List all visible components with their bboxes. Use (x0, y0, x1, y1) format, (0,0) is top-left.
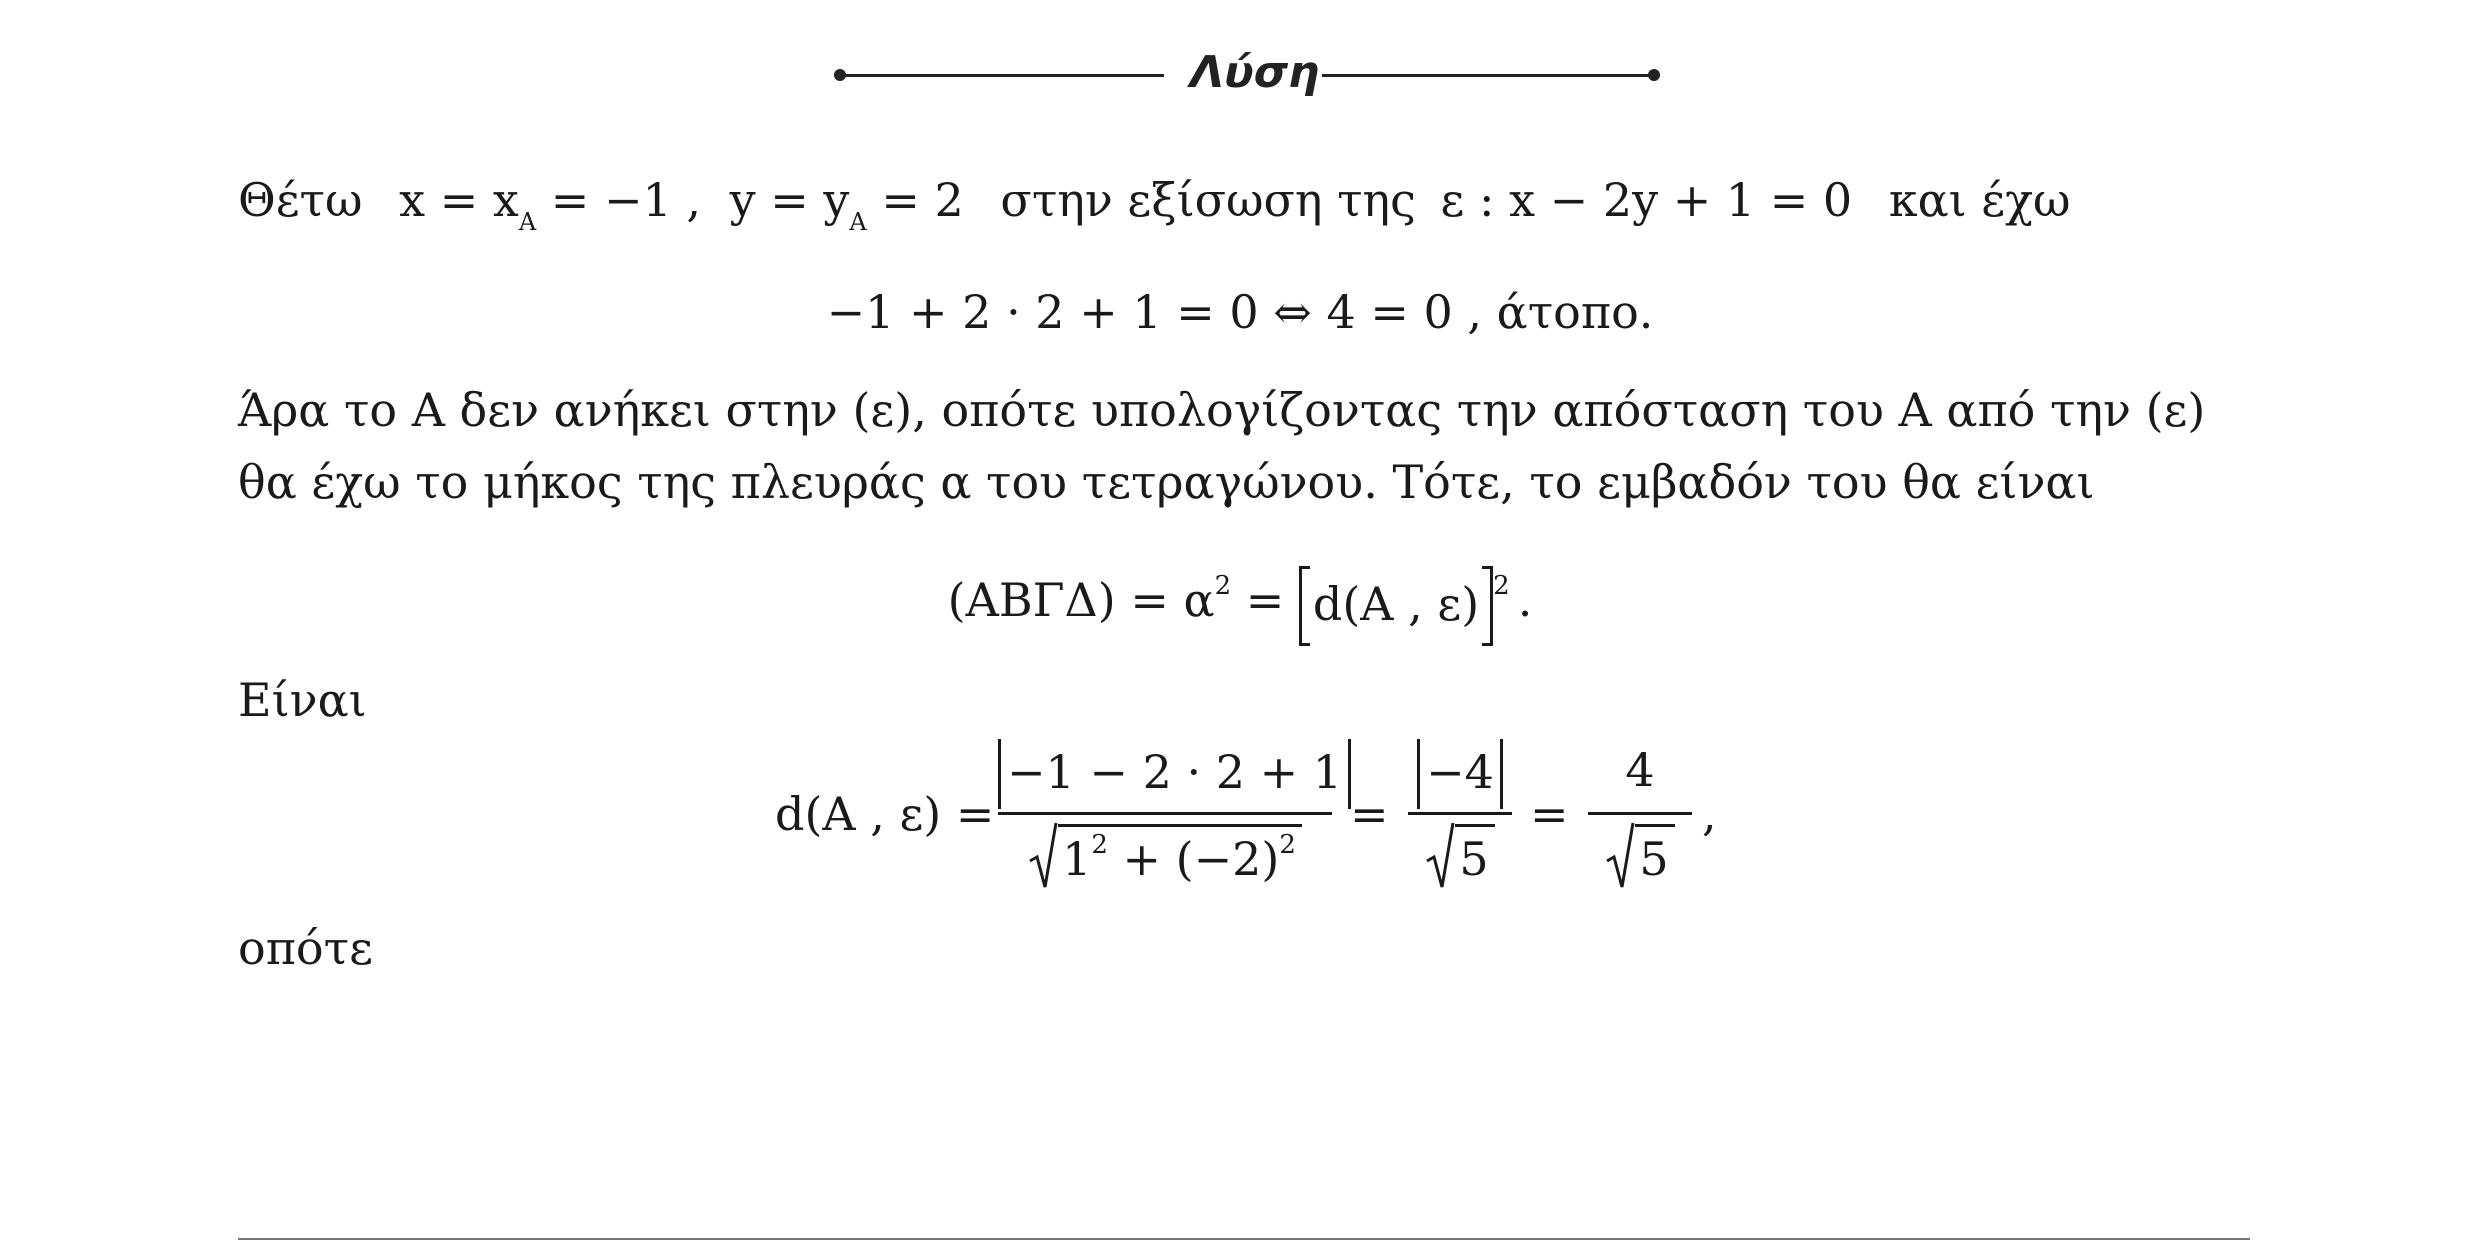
einai-text: Είναι (238, 673, 367, 727)
paragraph-2-line-1: Άρα το A δεν ανήκει στην (ε), οπότε υπολογίζοντας την απόσταση του A από την (ε) (238, 383, 2206, 437)
footer-rule (238, 1238, 2250, 1240)
end-text: και έχω (1888, 173, 2071, 227)
header-left-rule (842, 74, 1164, 77)
fraction-3-denominator: 5 (1588, 815, 1692, 895)
x-equation: $x = x_A = -1$ , (399, 173, 701, 236)
fraction-3-numerator: 4 (1625, 743, 1655, 797)
middle-text: στην εξίσωση της (1000, 173, 1416, 227)
area-lhs: (ΑΒΓΔ) = α (947, 573, 1215, 627)
paragraph-2-line-2: θα έχω το μήκος της πλευράς α του τετραγώνου. Τότε, το εμβαδόν του θα είναι (238, 455, 2095, 509)
fraction-1-numerator: −1 − 2 · 2 + 1 (998, 728, 1332, 812)
fraction-1-denominator: $1^2 + (-2)^2$ (998, 815, 1332, 895)
fraction-2-numerator: −4 (1408, 728, 1512, 812)
fraction-2-denominator: 5 (1408, 815, 1512, 895)
opote-text: οπότε (238, 921, 373, 975)
fraction-1 (998, 728, 1343, 895)
section-header (834, 38, 1660, 108)
header-right-rule (1322, 74, 1652, 77)
header-right-dot (1648, 69, 1660, 81)
trailing-comma: , (1702, 787, 1717, 841)
distance-lhs: d(A , ε) = (775, 787, 995, 841)
equation-1: −1 + 2 · 2 + 1 = 0 ⇔ 4 = 0 , άτοπο. (826, 285, 1654, 339)
distance-bracket: d(A , ε) (1299, 574, 1493, 634)
y-equation: $y = y_A = 2$ (729, 173, 964, 236)
intro-word: Θέτω (238, 173, 363, 227)
line-equation: ε : x − 2y + 1 = 0 (1440, 173, 1853, 227)
fraction-3 (1588, 728, 1692, 895)
distance-formula (0, 728, 2480, 908)
header-title: Λύση (1190, 47, 1320, 98)
paragraph-1 (238, 170, 2071, 236)
equals-sign-1: = (1350, 787, 1389, 841)
fraction-2 (1408, 728, 1512, 895)
equals-sign-2: = (1530, 787, 1569, 841)
equation-2: $(AB\Gamma\Delta) = \alpha^2 = d(A$ , ε) $^2$ . (0, 570, 2480, 634)
